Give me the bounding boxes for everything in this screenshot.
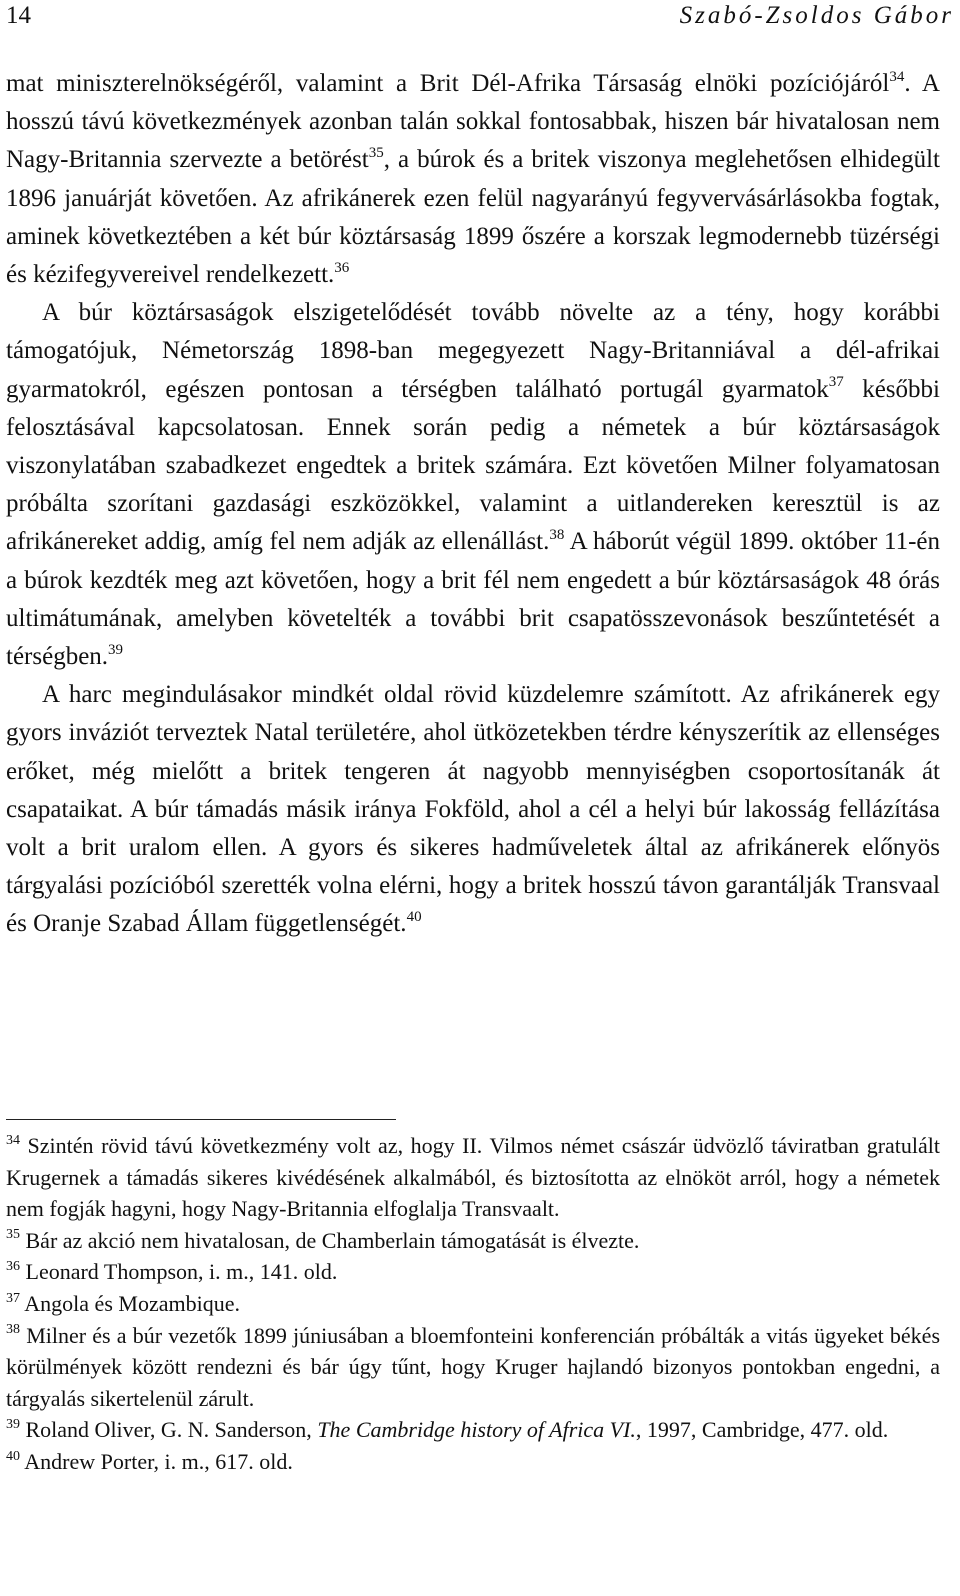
paragraph-text: A búr köztársaságok elszigetelődését tovább növelte az a tény, hogy korábbi támogatójuk, Németország 1898-ban megegyezett Nagy-Britanniával a dél-afrikai gyarmatokról, egészen pontosan a térségben található portugál gyarmatok xyxy=(6,299,940,403)
footnote-text: Bár az akció nem hivatalosan, de Chamberlain támogatását is élvezte. xyxy=(25,1227,640,1253)
paragraph-3 xyxy=(6,676,940,943)
running-head-author: Szabó-Zsoldos Gábor xyxy=(679,2,954,29)
footnote-number: 40 xyxy=(6,1448,20,1464)
footnote-ref-37[interactable]: 37 xyxy=(828,374,844,391)
footnote-number: 36 xyxy=(6,1259,20,1275)
page-header xyxy=(6,0,954,32)
paragraph-text: A harc megindulásakor mindkét oldal rövid küzdelemre számított. Az afrikánerek egy gyors inváziót terveztek Natal területére, ahol ütközetekben térdre kényszerítik az ellenséges erőket, még mielőtt a britek tengeren át nagyobb mennyiségben csoportosítanák át csapataikat. A búr támadás másik iránya Fokföld, ahol a cél a helyi búr lakosság fellázítása volt a brit uralom ellen. A gyors és sikeres hadműveletek által az afrikánerek előnyös tárgyalási pozícióból szerették volna elérni, hogy a britek hosszú távon garantálják Transvaal és Oranje Szabad Állam függetlenségét. xyxy=(6,681,940,938)
footnote-ref-34[interactable]: 34 xyxy=(889,68,905,85)
paragraph-text: , a búrok és a britek viszonya meglehetősen elhidegült 1896 januárját követően. Az afrikánerek ezen felül nagyarányú fegyvervásárlásokba fogtak, aminek következtében a két búr köztársaság 1899 őszére a korszak legmodernebb tüzérségi és kézifegyvereivel rendelkezett. xyxy=(6,146,940,289)
paragraph-text: mat miniszterelnökségéről, valamint a Brit Dél-Afrika Társaság elnöki pozíciójáról xyxy=(6,70,890,97)
footnotes xyxy=(6,1130,940,1478)
footnote-37 xyxy=(6,1288,940,1320)
footnote-text: Szintén rövid távú következmény volt az, hogy II. Vilmos német császár üdvözlő táviratban gratulált Krugernek a támadás sikeres kivédésének alkalmából, és biztosította az elnököt arról, hogy a németek nem fogják hagyni, hogy Nagy-Britannia elfoglalja Transvaalt. xyxy=(6,1133,941,1222)
footnote-text: , 1997, Cambridge, 477. old. xyxy=(635,1417,889,1443)
footnote-number: 37 xyxy=(6,1290,20,1306)
footnote-38 xyxy=(6,1320,940,1415)
footnote-35 xyxy=(6,1225,940,1257)
footnote-ref-35[interactable]: 35 xyxy=(368,145,384,162)
footnote-number: 39 xyxy=(6,1417,20,1433)
paragraph-text: . A hosszú távú következmények azonban talán sokkal fontosabbak, hiszen bár hivatalosan nem Nagy-Britannia szervezte a betörést xyxy=(6,70,940,174)
footnote-34 xyxy=(6,1130,940,1225)
footnote-39 xyxy=(6,1414,940,1446)
paragraph-2 xyxy=(6,294,940,676)
footnote-text: Andrew Porter, i. m., 617. old. xyxy=(24,1448,293,1474)
footnote-ref-40[interactable]: 40 xyxy=(406,909,422,926)
footnote-ref-38[interactable]: 38 xyxy=(549,527,565,544)
footnote-ref-36[interactable]: 36 xyxy=(334,259,350,276)
paragraph-text: későbbi felosztásával kapcsolatosan. Ennek során pedig a németek a búr köztársaságok viszonylatában szabadkezet engedtek a britek számára. Ezt követően Milner folyamatosan próbálta szorítani gazdasági eszközökkel, valamint a uitlandereken keresztül is az afrikánereket addig, amíg fel nem adják az ellenállást. xyxy=(6,375,940,556)
footnote-number: 34 xyxy=(6,1132,20,1148)
footnote-ref-39[interactable]: 39 xyxy=(108,641,124,658)
footnote-text: Roland Oliver, G. N. Sanderson, xyxy=(25,1417,318,1443)
paragraph-1 xyxy=(6,65,940,294)
paragraph-text: A háborút végül 1899. október 11-én a búrok kezdték meg azt követően, hogy a brit fél nem engedett a búr köztársaságok 48 órás ultimátumának, amelyben követelték a további brit csapatösszevonások beszűntetését a térségben. xyxy=(6,528,940,671)
footnote-text: Milner és a búr vezetők 1899 júniusában a bloemfonteini konferencián próbálták a vitás ügyeket békés körülmények között rendezni és bár úgy tűnt, hogy Kruger hajlandó bizonyos pontokban engedni, a tárgyalás sikertelenül zárult. xyxy=(6,1322,941,1411)
page-number: 14 xyxy=(6,2,31,29)
footnote-number: 35 xyxy=(6,1227,20,1243)
footnote-36 xyxy=(6,1256,940,1288)
footnote-separator xyxy=(6,1119,396,1120)
body-text xyxy=(6,65,940,944)
footnote-40 xyxy=(6,1446,940,1478)
cited-book-title: The Cambridge history of Africa VI. xyxy=(317,1417,636,1443)
footnote-text: Angola és Mozambique. xyxy=(24,1290,240,1316)
footnote-number: 38 xyxy=(6,1322,20,1338)
footnote-text: Leonard Thompson, i. m., 141. old. xyxy=(25,1259,338,1285)
